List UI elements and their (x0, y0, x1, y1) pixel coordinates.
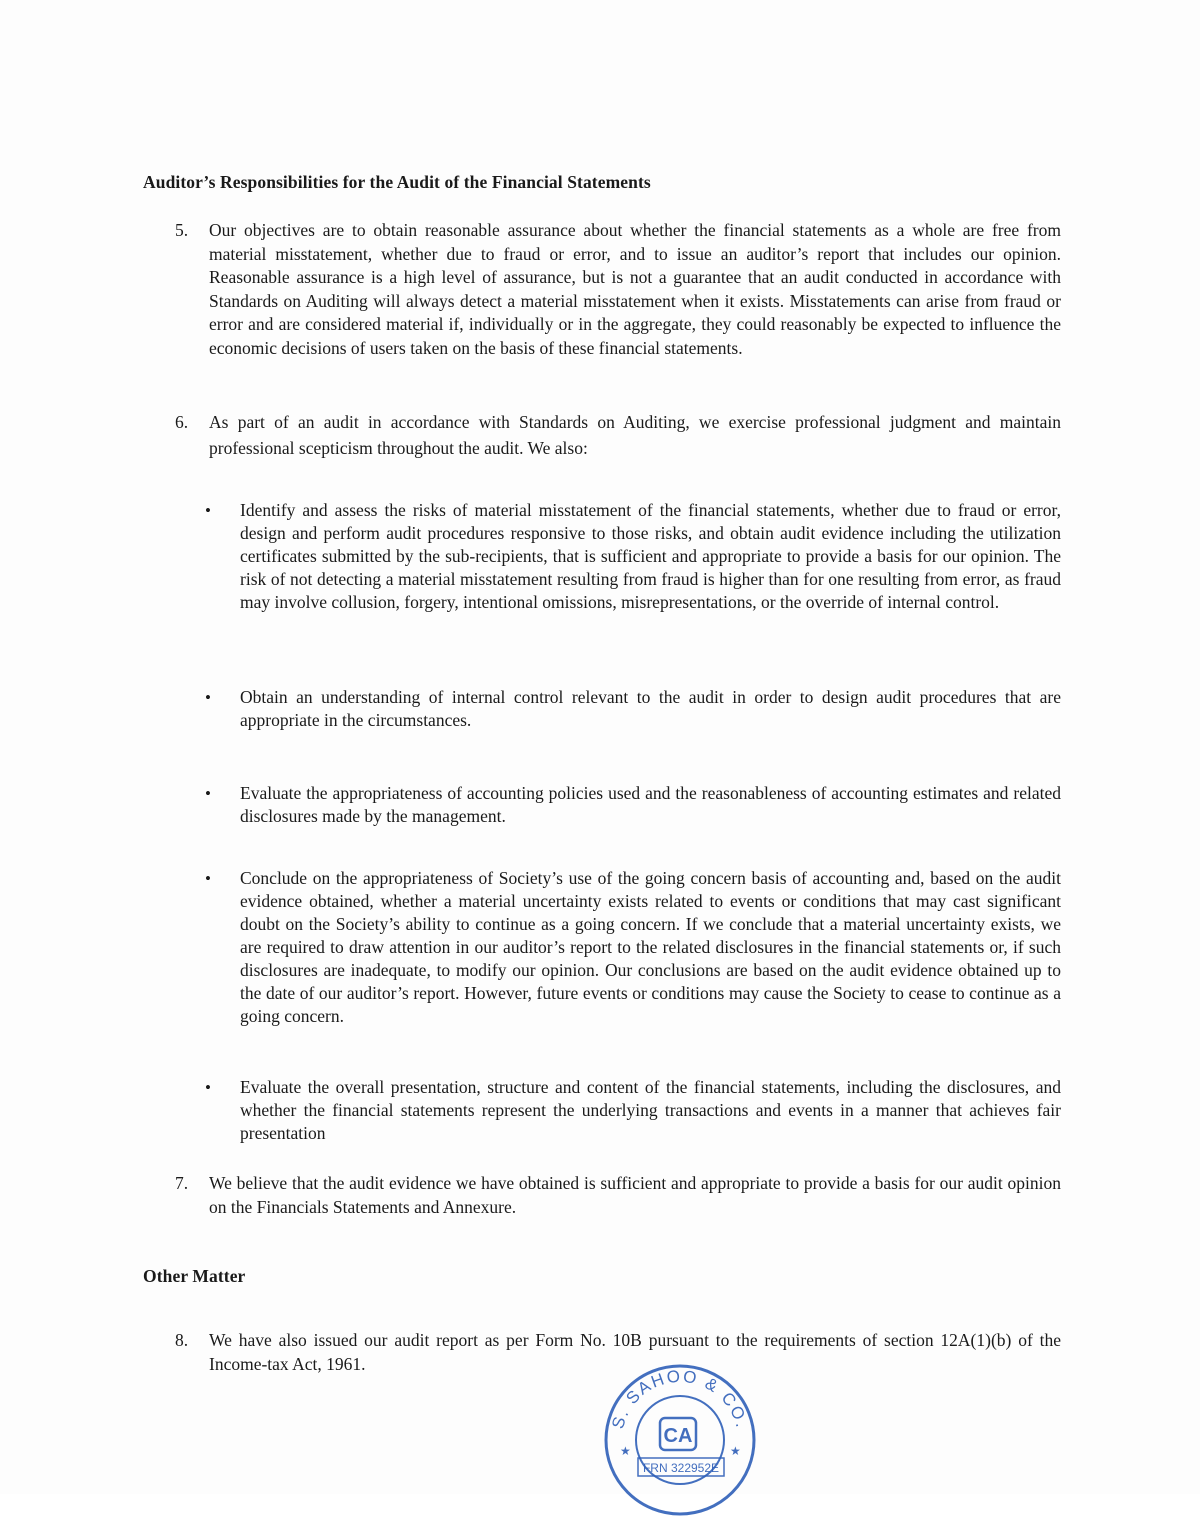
paragraph-5 (175, 219, 1061, 361)
bullet-icon: • (205, 1078, 211, 1097)
list-item-text: Conclude on the appropriateness of Society’s use of the going concern basis of accounting and, based on the audit evidence obtained, whether a material uncertainty exists related to events or conditions that may cast significant doubt on the Society’s ability to continue as a going concern. If we conclude that a material uncertainty exists, we are required to draw attention in our auditor’s report to the related disclosures in the financial statements or, if such disclosures are inadequate, to modify our opinion. Our conclusions are based on the audit evidence obtained up to the date of our auditor’s report. However, future events or conditions may cause the Society to cease to continue as a going concern. (240, 868, 1061, 1026)
paragraph-text: Our objectives are to obtain reasonable assurance about whether the financial statements as a whole are free from material misstatement, whether due to fraud or error, and to issue an auditor’s report that includes our opinion. Reasonable assurance is a high level of assurance, but is not a guarantee that an audit conducted in accordance with Standards on Auditing will always detect a material misstatement when it exists. Misstatements can arise from fraud or error and are considered material if, individually or in the aggregate, they could reasonably be expected to influence the economic decisions of users taken on the basis of these financial statements. (209, 220, 1061, 358)
svg-text:★: ★ (730, 1444, 741, 1458)
list-item-text: Evaluate the overall presentation, structure and content of the financial statements, including the disclosures, and whether the financial statements represent the underlying transactions and events in a manner that achieves fair presentation (240, 1077, 1061, 1143)
bullet-icon: • (205, 688, 211, 707)
list-item (205, 499, 1061, 614)
paragraph-number: 7. (175, 1173, 189, 1193)
seal-frn: FRN 322952E (642, 1461, 720, 1475)
seal-firm-name: S. SAHOO & CO. (608, 1366, 752, 1431)
firm-seal-stamp (600, 1360, 760, 1520)
list-item (205, 782, 1061, 828)
svg-text:★: ★ (620, 1444, 631, 1458)
paragraph-text: We have also issued our audit report as per Form No. 10B pursuant to the requirements of section 12A(1)(b) of the Income-tax Act, 1961. (209, 1330, 1061, 1374)
paragraph-7 (175, 1172, 1061, 1219)
list-item-text: Identify and assess the risks of material misstatement of the financial statements, whether due to fraud or error, design and perform audit procedures responsive to those risks, and obtain audit evidence including the utilization certificates submitted by the sub-recipients, that is sufficient and appropriate to provide a basis for our opinion. The risk of not detecting a material misstatement resulting from fraud is higher than for one resulting from error, as fraud may involve collusion, forgery, intentional omissions, misrepresentations, or the override of internal control. (240, 500, 1061, 612)
paragraph-number: 6. (175, 412, 189, 432)
list-item (205, 867, 1061, 1028)
paragraph-6 (175, 409, 1061, 461)
bullet-icon: • (205, 784, 211, 803)
paragraph-text: As part of an audit in accordance with Standards on Auditing, we exercise professional judgment and maintain professional scepticism throughout the audit. We also: (209, 412, 1061, 458)
paragraph-text: We believe that the audit evidence we have obtained is sufficient and appropriate to provide a basis for our audit opinion on the Financials Statements and Annexure. (209, 1173, 1061, 1217)
list-item-text: Obtain an understanding of internal control relevant to the audit in order to design audit procedures that are appropriate in the circumstances. (240, 687, 1061, 730)
bullet-icon: • (205, 501, 211, 520)
paragraph-number: 8. (175, 1330, 189, 1350)
paragraph-number: 5. (175, 220, 189, 240)
list-item (205, 1076, 1061, 1145)
list-item (205, 686, 1061, 732)
svg-text:CA: CA (663, 1425, 693, 1447)
section-heading-other-matter: Other Matter (143, 1266, 246, 1286)
section-heading-auditor-responsibilities: Auditor’s Responsibilities for the Audit of the Financial Statements (143, 172, 651, 192)
list-item-text: Evaluate the appropriateness of accounting policies used and the reasonableness of accounting estimates and related disclosures made by the management. (240, 783, 1061, 826)
bullet-icon: • (205, 869, 211, 888)
svg-text:S. SAHOO & CO. (608, 1367, 752, 1431)
